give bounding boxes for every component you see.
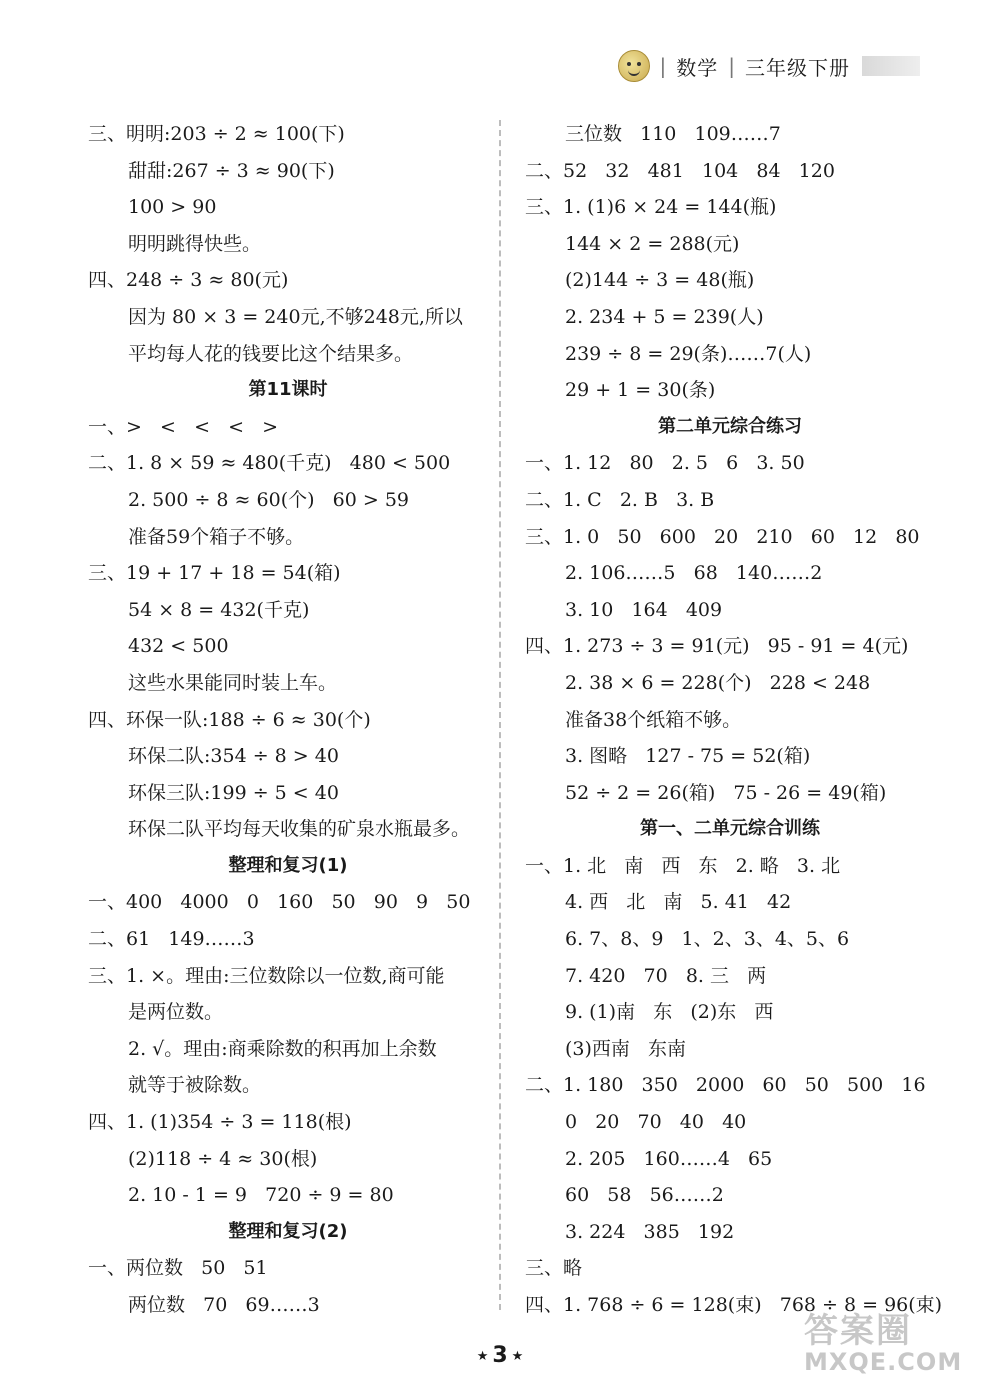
answer-line: 环保二队平均每天收集的矿泉水瓶最多。: [128, 818, 471, 841]
left-answer-column: [88, 116, 488, 1324]
answer-line: 2. 38 × 6 = 228(个) 228 < 248: [565, 671, 871, 694]
answer-line: 2. 10 - 1 = 9 720 ÷ 9 = 80: [128, 1184, 394, 1207]
header-subject: 数学: [676, 55, 719, 80]
star-icon: ★: [476, 1348, 489, 1364]
answer-line: 是两位数。: [128, 1001, 224, 1024]
answer-line: 四、1. (1)354 ÷ 3 = 118(根): [88, 1111, 352, 1134]
answer-line: 2. 205 160……4 65: [565, 1147, 773, 1170]
answer-line: 准备59个箱子不够。: [128, 525, 305, 548]
answer-line: 准备38个纸箱不够。: [565, 708, 742, 731]
answer-line: 二、1. 180 350 2000 60 50 500 16: [525, 1074, 926, 1097]
answer-line: 一、400 4000 0 160 50 90 9 50: [88, 891, 471, 914]
answer-line: 四、248 ÷ 3 ≈ 80(元): [88, 269, 289, 292]
answer-line: 环保二队:354 ÷ 8 > 40: [128, 745, 339, 768]
answer-line: 2. 106……5 68 140……2: [565, 562, 823, 585]
answer-line: 144 × 2 = 288(元): [565, 232, 740, 255]
column-divider: [499, 120, 501, 1310]
answer-line: 三、19 + 17 + 18 = 54(箱): [88, 562, 341, 585]
answer-line: 三位数 110 109……7: [565, 123, 781, 145]
answer-line: 三、1. ×。理由:三位数除以一位数,商可能: [88, 964, 445, 987]
answer-line: (2)144 ÷ 3 = 48(瓶): [565, 269, 755, 292]
answer-line: 两位数 70 69……3: [128, 1294, 320, 1316]
answer-line: 一、> < < < >: [88, 415, 279, 438]
answer-line: (3)西南 东南: [565, 1037, 687, 1060]
answer-line: 四、1. 273 ÷ 3 = 91(元) 95 - 91 = 4(元): [525, 635, 909, 658]
answer-line: 环保三队:199 ÷ 5 < 40: [128, 781, 339, 804]
answer-line: 甜甜:267 ÷ 3 ≈ 90(下): [128, 159, 335, 182]
star-icon: ★: [511, 1348, 524, 1364]
answer-line: 239 ÷ 8 = 29(条)……7(人): [565, 342, 812, 365]
section-heading: 整理和复习(1): [228, 854, 348, 876]
answer-line: 因为 80 × 3 = 240元,不够248元,所以: [128, 305, 463, 328]
page-header: [618, 48, 921, 84]
section-heading: 整理和复习(2): [228, 1220, 348, 1242]
watermark: [804, 1303, 994, 1385]
answer-line: 一、两位数 50 51: [88, 1257, 268, 1280]
answer-line: 29 + 1 = 30(条): [565, 379, 716, 402]
answer-line: (2)118 ÷ 4 ≈ 30(根): [128, 1147, 318, 1170]
header-separator: |: [659, 54, 667, 78]
answer-line: 四、1. 768 ÷ 6 = 128(束) 768 ÷ 8 = 96(束): [525, 1294, 943, 1316]
answer-line: 明明跳得快些。: [128, 232, 262, 255]
answer-line: 100 > 90: [128, 196, 217, 219]
answer-line: 这些水果能同时装上车。: [128, 671, 338, 694]
answer-line: 4. 西 北 南 5. 41 42: [565, 891, 792, 914]
answer-line: 52 ÷ 2 = 26(箱) 75 - 26 = 49(箱): [565, 781, 887, 804]
answer-line: 二、1. C 2. B 3. B: [525, 488, 715, 511]
answer-line: 平均每人花的钱要比这个结果多。: [128, 342, 414, 365]
answer-line: 四、环保一队:188 ÷ 6 ≈ 30(个): [88, 708, 371, 731]
answer-line: 54 × 8 = 432(千克): [128, 598, 310, 621]
answer-line: 一、1. 北 南 西 东 2. 略 3. 北: [525, 854, 841, 877]
answer-line: 6. 7、8、9 1、2、3、4、5、6: [565, 928, 850, 951]
section-heading: 第二单元综合练习: [658, 415, 802, 437]
section-heading: 第一、二单元综合训练: [640, 818, 820, 840]
answer-line: 一、1. 12 80 2. 5 6 3. 50: [525, 452, 805, 475]
header-decor-bar: [862, 56, 920, 76]
answer-line: 三、略: [525, 1257, 583, 1280]
answer-line: 三、1. 0 50 600 20 210 60 12 80: [525, 525, 920, 548]
watermark-logo-text: 答案圈: [804, 1311, 912, 1351]
answer-line: 二、52 32 481 104 84 120: [525, 159, 835, 182]
answer-line: 7. 420 70 8. 三 两: [565, 964, 767, 987]
watermark-url-text: MXQE.COM: [804, 1348, 963, 1376]
answer-line: 二、1. 8 × 59 ≈ 480(千克) 480 < 500: [88, 452, 451, 475]
answer-line: 就等于被除数。: [128, 1074, 262, 1097]
header-separator: |: [728, 54, 735, 78]
answer-line: 0 20 70 40 40: [565, 1111, 747, 1134]
answer-line: 2. 500 ÷ 8 ≈ 60(个) 60 > 59: [128, 488, 409, 511]
answer-line: 二、61 149……3: [88, 928, 255, 951]
answer-line: 三、明明:203 ÷ 2 ≈ 100(下): [88, 123, 345, 145]
answer-line: 2. √。理由:商乘除数的积再加上余数: [128, 1037, 437, 1060]
answer-line: 9. (1)南 东 (2)东 西: [565, 1001, 774, 1024]
header-grade: 三年级下册: [745, 55, 850, 80]
answer-line: 432 < 500: [128, 635, 229, 658]
answer-line: 3. 224 385 192: [565, 1220, 735, 1243]
answer-line: 三、1. (1)6 × 24 = 144(瓶): [525, 196, 777, 219]
answer-line: 2. 234 + 5 = 239(人): [565, 305, 764, 328]
answer-line: 3. 图略 127 - 75 = 52(箱): [565, 745, 811, 768]
mascot-logo-icon: [618, 50, 650, 82]
right-answer-column: [525, 116, 943, 1324]
section-heading: 第11课时: [248, 379, 328, 401]
answer-line: 60 58 56……2: [565, 1184, 724, 1207]
page-number-value: 3: [492, 1343, 508, 1368]
answer-line: 3. 10 164 409: [565, 598, 723, 621]
